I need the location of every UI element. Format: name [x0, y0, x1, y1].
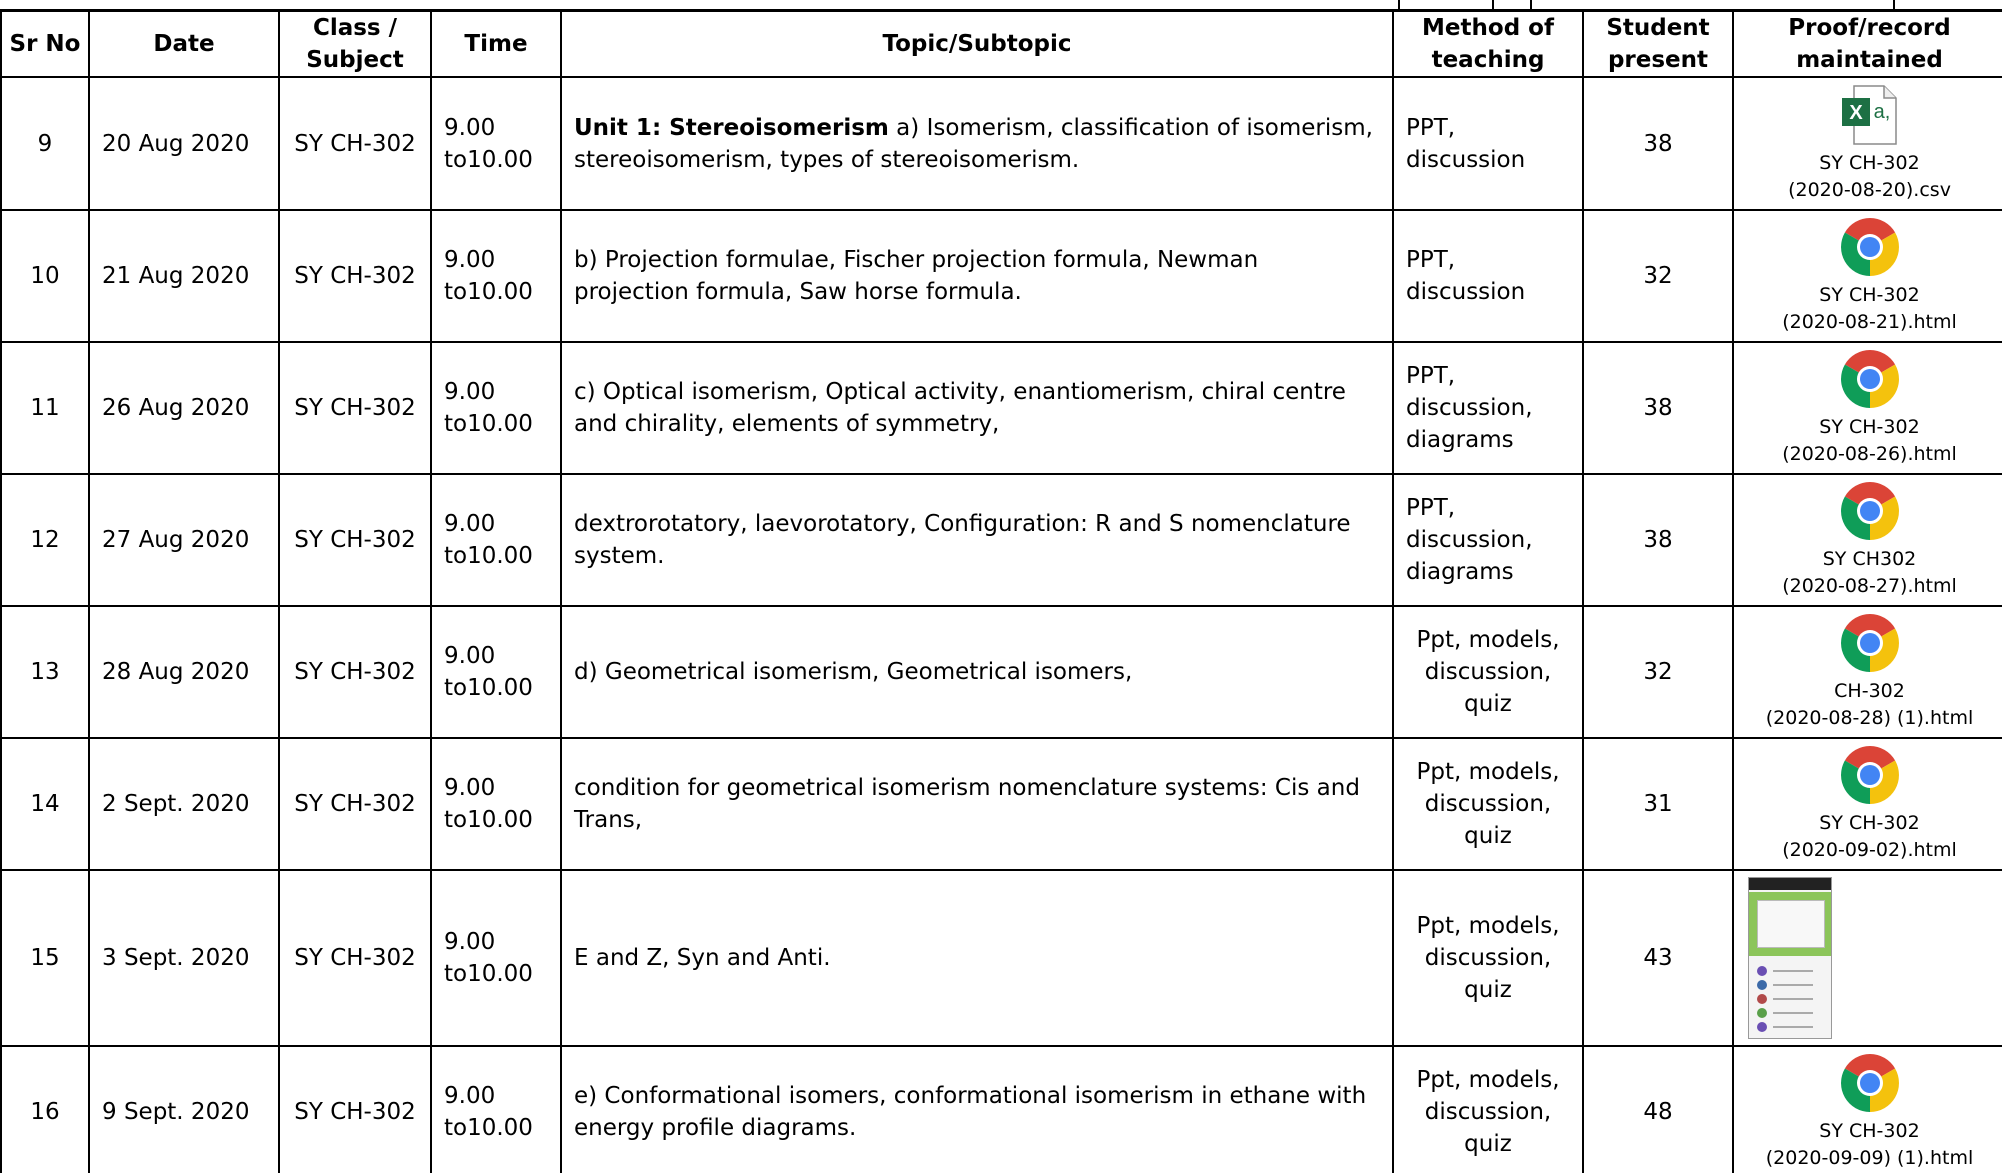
topic-text: E and Z, Syn and Anti. [574, 945, 831, 971]
cell-sr-no: 13 [1, 606, 89, 738]
header-method: Method of teaching [1393, 11, 1583, 77]
cell-topic [561, 210, 1393, 342]
cell-time [431, 474, 561, 606]
proof-filename-line2: (2020-08-20).csv [1788, 178, 1951, 201]
header-present: Student present [1583, 11, 1733, 77]
cell-class: SY CH-302 [279, 210, 431, 342]
cell-time [431, 1046, 561, 1173]
table-header-row [1, 11, 2002, 77]
proof-filename-line2: (2020-08-28) (1).html [1765, 707, 1974, 729]
top-tick [1492, 0, 1494, 10]
topic-text: b) Projection formulae, Fischer projection formula, Newman projection formula, Saw horse formula. [574, 247, 1259, 305]
cell-class: SY CH-302 [279, 1046, 431, 1173]
proof-filename-line2: (2020-08-27).html [1782, 575, 1957, 597]
cell-method: PPT, discussion [1393, 210, 1583, 342]
time-end: to10.00 [444, 146, 533, 173]
cell-class: SY CH-302 [279, 738, 431, 870]
cell-sr-no: 16 [1, 1046, 89, 1173]
svg-text:X: X [1848, 101, 1863, 124]
table-row [1, 210, 2002, 342]
cell-proof[interactable] [1733, 606, 2002, 738]
cell-topic [561, 77, 1393, 210]
chrome-icon[interactable] [1839, 216, 1901, 278]
cell-sr-no: 15 [1, 870, 89, 1046]
cell-time [431, 870, 561, 1046]
cell-time [431, 210, 561, 342]
svg-text:a,: a, [1873, 100, 1890, 123]
phone-screenshot-thumbnail[interactable] [1748, 877, 1832, 1039]
cell-topic [561, 342, 1393, 474]
proof-filename-line1: SY CH-302 [1819, 151, 1920, 174]
time-start: 9.00 [444, 775, 496, 801]
header-date: Date [89, 11, 279, 77]
cell-topic [561, 870, 1393, 1046]
proof-filename-line1: SY CH-302 [1819, 812, 1920, 834]
cell-topic [561, 606, 1393, 738]
cell-proof[interactable] [1733, 870, 2002, 1046]
cell-method: Ppt, models, discussion, quiz [1393, 870, 1583, 1046]
time-start: 9.00 [444, 247, 496, 273]
cell-date: 3 Sept. 2020 [89, 870, 279, 1046]
time-start: 9.00 [444, 511, 496, 537]
cell-date: 27 Aug 2020 [89, 474, 279, 606]
topic-text: e) Conformational isomers, conformational isomerism in ethane with energy profile diagrams. [574, 1083, 1367, 1141]
cell-present: 32 [1583, 210, 1733, 342]
cell-date: 2 Sept. 2020 [89, 738, 279, 870]
time-start: 9.00 [444, 114, 496, 141]
table-row [1, 738, 2002, 870]
topic-text: a) Isomerism, classification of isomerism, stereoisomerism, types of stereoisomerism. [574, 114, 1373, 173]
top-tick [1398, 0, 1400, 10]
cell-class: SY CH-302 [279, 606, 431, 738]
cell-proof[interactable] [1733, 1046, 2002, 1173]
cell-class: SY CH-302 [279, 474, 431, 606]
cell-proof[interactable] [1733, 342, 2002, 474]
cell-present: 32 [1583, 606, 1733, 738]
header-sr-no: Sr No [1, 11, 89, 77]
time-end: to10.00 [444, 1115, 533, 1141]
cell-topic [561, 1046, 1393, 1173]
topic-text: dextrorotatory, laevorotatory, Configuration: R and S nomenclature system. [574, 511, 1351, 569]
time-start: 9.00 [444, 1083, 496, 1109]
proof-filename-line1: SY CH302 [1822, 548, 1917, 570]
proof-filename-line2: (2020-08-26).html [1782, 443, 1957, 465]
cell-present: 38 [1583, 77, 1733, 210]
header-proof: Proof/record maintained [1733, 11, 2002, 77]
chrome-icon[interactable] [1839, 480, 1901, 542]
cell-proof[interactable] [1733, 77, 2002, 210]
cell-sr-no: 14 [1, 738, 89, 870]
table-row [1, 1046, 2002, 1173]
header-time: Time [431, 11, 561, 77]
cell-time [431, 738, 561, 870]
table-row [1, 77, 2002, 210]
cell-proof[interactable] [1733, 210, 2002, 342]
time-end: to10.00 [444, 279, 533, 305]
top-tick [1530, 0, 1532, 10]
cell-time [431, 606, 561, 738]
thumb-list-row [1757, 966, 1823, 976]
cell-date: 20 Aug 2020 [89, 77, 279, 210]
thumb-list-row [1757, 994, 1823, 1004]
time-start: 9.00 [444, 643, 496, 669]
cell-method: PPT, discussion, diagrams [1393, 474, 1583, 606]
topic-text: d) Geometrical isomerism, Geometrical isomers, [574, 659, 1133, 685]
table-row [1, 342, 2002, 474]
cell-sr-no: 12 [1, 474, 89, 606]
cell-time [431, 77, 561, 210]
cell-method: Ppt, models, discussion, quiz [1393, 606, 1583, 738]
lecture-record-table [0, 10, 2002, 1173]
cell-class: SY CH-302 [279, 870, 431, 1046]
cell-method: PPT, discussion [1393, 77, 1583, 210]
cell-proof[interactable] [1733, 474, 2002, 606]
proof-filename-line1: SY CH-302 [1819, 1120, 1920, 1142]
topic-text: condition for geometrical isomerism nomenclature systems: Cis and Trans, [574, 775, 1360, 833]
thumb-list-row [1757, 1008, 1823, 1018]
cell-method: Ppt, models, discussion, quiz [1393, 738, 1583, 870]
cell-proof[interactable] [1733, 738, 2002, 870]
top-tick [1893, 0, 1895, 10]
topic-text: c) Optical isomerism, Optical activity, enantiomerism, chiral centre and chirality, elements of symmetry, [574, 379, 1346, 437]
thumb-list-row [1757, 980, 1823, 990]
topic-unit-title: Unit 1: Stereoisomerism [574, 114, 889, 141]
cell-present: 43 [1583, 870, 1733, 1046]
cell-sr-no: 11 [1, 342, 89, 474]
time-end: to10.00 [444, 675, 533, 701]
cell-method: Ppt, models, discussion, quiz [1393, 1046, 1583, 1173]
chrome-icon[interactable] [1839, 1052, 1901, 1114]
cell-topic [561, 474, 1393, 606]
cell-topic [561, 738, 1393, 870]
time-end: to10.00 [444, 411, 533, 437]
chrome-icon[interactable] [1839, 348, 1901, 410]
cell-present: 31 [1583, 738, 1733, 870]
proof-filename-line1: SY CH-302 [1819, 416, 1920, 438]
cell-time [431, 342, 561, 474]
cell-class: SY CH-302 [279, 77, 431, 210]
time-end: to10.00 [444, 961, 533, 987]
time-end: to10.00 [444, 807, 533, 833]
proof-filename-line1: CH-302 [1834, 680, 1905, 702]
proof-filename-line1: SY CH-302 [1819, 284, 1920, 306]
cell-date: 28 Aug 2020 [89, 606, 279, 738]
cell-present: 38 [1583, 474, 1733, 606]
time-start: 9.00 [444, 929, 496, 955]
proof-filename-line2: (2020-09-09) (1).html [1765, 1147, 1974, 1169]
thumb-list-row [1757, 1022, 1823, 1032]
cell-date: 21 Aug 2020 [89, 210, 279, 342]
time-end: to10.00 [444, 543, 533, 569]
chrome-icon[interactable] [1839, 612, 1901, 674]
excel-csv-icon[interactable] [1840, 84, 1900, 146]
cell-present: 48 [1583, 1046, 1733, 1173]
table-row [1, 474, 2002, 606]
time-start: 9.00 [444, 379, 496, 405]
table-row [1, 870, 2002, 1046]
cell-sr-no: 10 [1, 210, 89, 342]
cell-date: 26 Aug 2020 [89, 342, 279, 474]
proof-filename-line2: (2020-09-02).html [1782, 839, 1957, 861]
header-topic: Topic/Subtopic [561, 11, 1393, 77]
table-row [1, 606, 2002, 738]
cell-method: PPT, discussion, diagrams [1393, 342, 1583, 474]
proof-filename-line2: (2020-08-21).html [1782, 311, 1957, 333]
header-class-subject: Class / Subject [279, 11, 431, 77]
chrome-icon[interactable] [1839, 744, 1901, 806]
cell-sr-no: 9 [1, 77, 89, 210]
cell-class: SY CH-302 [279, 342, 431, 474]
cell-present: 38 [1583, 342, 1733, 474]
cell-date: 9 Sept. 2020 [89, 1046, 279, 1173]
